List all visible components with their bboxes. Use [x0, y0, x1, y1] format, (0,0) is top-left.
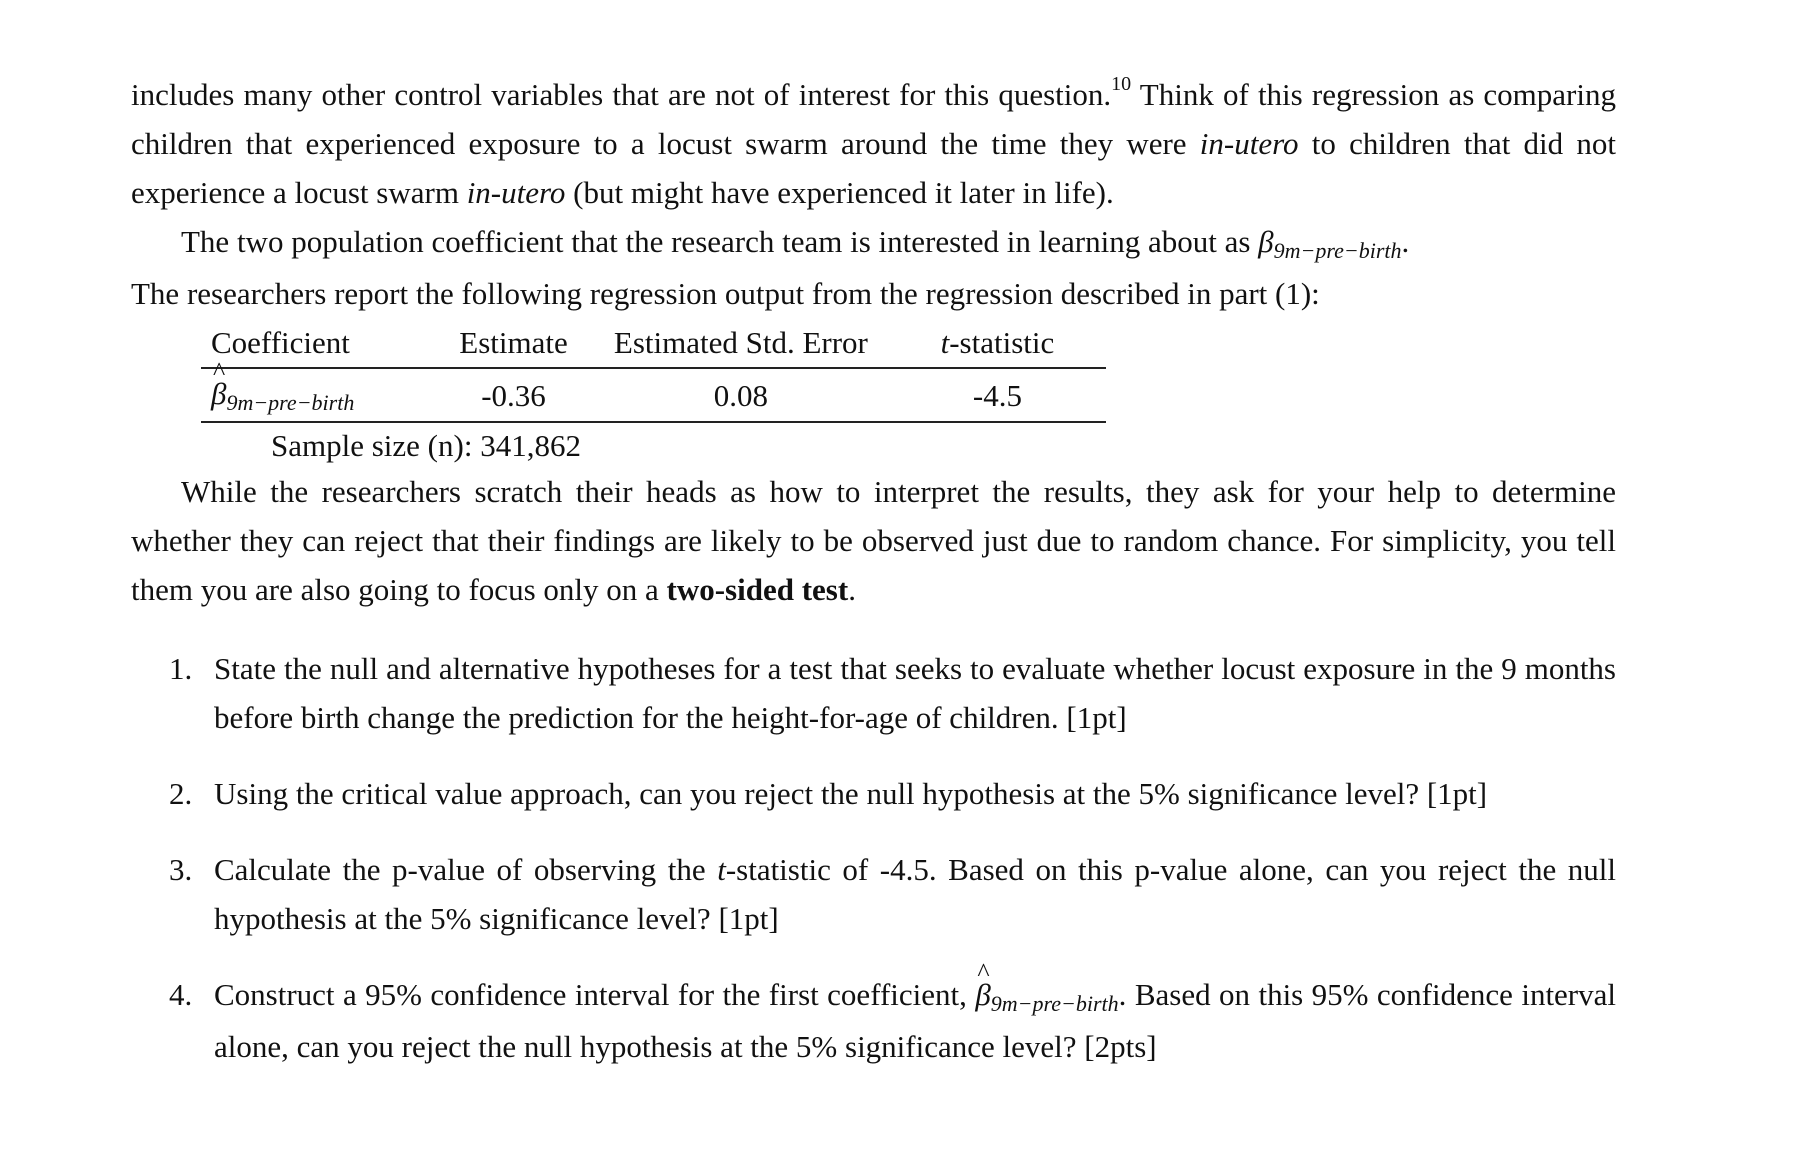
question-text: Calculate the p-value of observing the [214, 852, 718, 887]
header-coefficient: Coefficient [211, 325, 350, 360]
question-number: 4. [169, 977, 193, 1012]
coefficient-text: The two population coefficient that the research team is interested in learning about as [181, 224, 1259, 259]
regression-table-wrap [201, 318, 1106, 467]
beta-hat-symbol [211, 376, 355, 415]
in-utero-term: in-utero [466, 175, 566, 210]
question-list [131, 644, 1616, 1071]
t-italic: t [717, 852, 726, 887]
cell-estimate: -0.36 [481, 377, 546, 413]
question-text: State the null and alternative hypotheses for a test that seeks to evaluate whether locust exposure in the 9 months before birth change the prediction for the height-for-age of children. [1pt] [214, 651, 1616, 735]
header-estimate: Estimate [459, 325, 568, 360]
t-rest: -statistic [949, 325, 1055, 360]
cell-std-error: 0.08 [713, 377, 769, 413]
question-text: Construct a 95% confidence interval for the first coefficient, [214, 977, 976, 1012]
intro-text-1: includes many other control variables that are not of interest for this question. [131, 77, 1112, 112]
beta-letter: β [1258, 224, 1274, 259]
footnote-marker: 10 [1111, 72, 1132, 95]
help-period: . [848, 572, 856, 607]
in-utero-term: in-utero [1199, 126, 1299, 161]
table-row [201, 368, 1106, 422]
question-number: 1. [169, 651, 193, 686]
help-text: While the researchers scratch their heads as how to interpret the results, they ask for your help to determine whether they can reject that their findings are likely to be observed just due to random chance. For simplicity, you tell them you are also going to focus only on a [131, 474, 1616, 607]
beta-hat-letter: β ^ [211, 369, 226, 418]
intro-text-3: to children that did not experience a locust swarm [131, 126, 1617, 210]
two-sided-test-term: two-sided test [666, 572, 849, 607]
question-text: -statistic of -4.5. Based on this p-value alone, can you reject the null hypothesis at the 5% significance level? [1pt] [214, 852, 1616, 936]
intro-paragraph [131, 70, 1616, 217]
intro-text-2: Think of this regression as comparing children that experienced exposure to a locust swarm around the time they were [131, 77, 1616, 161]
coefficient-period: . [1401, 224, 1410, 259]
beta-hat-subscript: 9m−pre−birth [990, 991, 1119, 1016]
report-paragraph: The researchers report the following regression output from the regression described in part (1): [131, 276, 1320, 311]
question-number: 3. [169, 852, 193, 887]
t-italic: t [940, 325, 950, 360]
beta-hat-subscript: 9m−pre−birth [226, 390, 355, 415]
intro-text-4: (but might have experienced it later in life). [565, 175, 1114, 210]
regression-table [201, 318, 1106, 423]
sample-size: Sample size (n): 341,862 [271, 428, 581, 463]
cell-coefficient [201, 368, 434, 422]
question-text: . Based on this 95% confidence interval alone, can you reject the null hypothesis at the 5% significance level? [2pts] [214, 977, 1617, 1064]
cell-t-statistic: -4.5 [972, 377, 1022, 413]
header-std-error: Estimated Std. Error [613, 325, 868, 360]
beta-symbol [1258, 224, 1402, 263]
header-t-statistic [889, 318, 1106, 368]
beta-hat-symbol [975, 977, 1119, 1016]
question-text: Using the critical value approach, can you reject the null hypothesis at the 5% significance level? [1pt] [214, 776, 1488, 811]
help-paragraph [131, 467, 1616, 614]
question-number: 2. [169, 776, 193, 811]
document-page [131, 70, 1616, 1098]
beta-subscript: 9m−pre−birth [1273, 238, 1402, 263]
table-header-row [201, 318, 1106, 368]
list-item [131, 644, 1616, 742]
beta-hat-letter: β ^ [975, 970, 990, 1019]
list-item [131, 845, 1616, 943]
coefficient-paragraph [131, 217, 1616, 269]
list-item [131, 769, 1616, 818]
list-item [131, 970, 1616, 1071]
